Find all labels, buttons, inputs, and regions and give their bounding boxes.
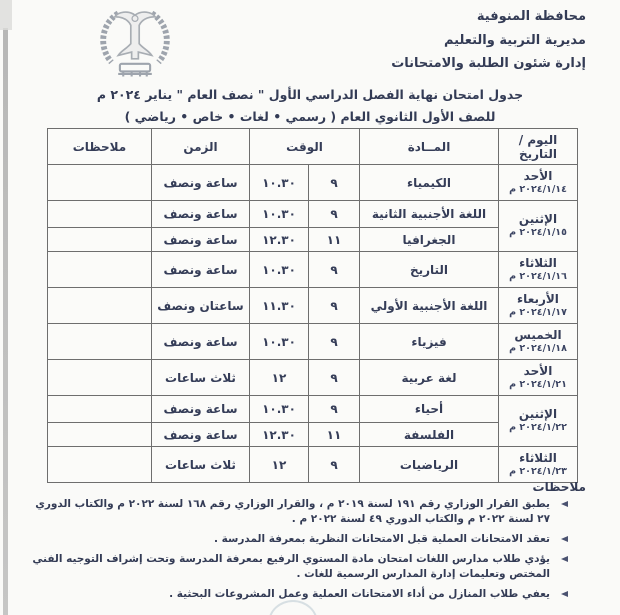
duration-cell: ثلاث ساعات (151, 360, 249, 396)
day-date-cell (499, 165, 578, 201)
start-time-cell: ٩ (309, 165, 360, 201)
subject-cell: الفلسفة (360, 423, 499, 447)
day-name: الخميس (514, 327, 562, 342)
duration-cell: ساعة ونصف (151, 252, 249, 288)
duration-cell: ساعة ونصف (151, 324, 249, 360)
notes-section (26, 480, 586, 606)
org-header (391, 5, 586, 76)
row-notes-cell (47, 423, 151, 447)
note-item (26, 497, 568, 527)
note-item (26, 552, 568, 582)
notes-heading: ملاحظات (532, 480, 586, 494)
subject-cell: الرياضيات (360, 447, 499, 483)
arrow-bullet-icon (558, 556, 568, 562)
subject-cell: اللغة الأجنبية الثانية (360, 201, 499, 228)
subject-cell: الجغرافيا (360, 228, 499, 252)
column-header-notes: ملاحظات (47, 129, 151, 165)
day-name: الإثنين (518, 407, 558, 422)
org-line-directorate: مديرية التربية والتعليم (443, 32, 586, 48)
start-time-cell: ٩ (309, 360, 360, 396)
end-time-cell: ١٢ (249, 360, 308, 396)
row-notes-cell (47, 447, 151, 483)
schedule-table-wrap (47, 128, 578, 483)
column-header-duration: الزمن (151, 129, 249, 165)
org-line-administration: إدارة شئون الطلبة والامتحانات (391, 56, 586, 72)
day-date-cell (499, 324, 578, 360)
duration-cell: ساعة ونصف (151, 423, 249, 447)
exam-row (47, 228, 577, 252)
day-date: ٢٠٢٤/١/١٤ م (509, 183, 567, 195)
end-time-cell: ١٠.٣٠ (249, 396, 308, 423)
end-time-cell: ١٢.٣٠ (249, 228, 308, 252)
duration-cell: ساعة ونصف (151, 165, 249, 201)
schedule-subtitle: للصف الأول الثانوي العام ( رسمي • لغات • خاص • رياضي ) (124, 109, 496, 124)
day-date-cell (499, 252, 578, 288)
schedule-table-body (47, 165, 577, 483)
exam-row (47, 252, 577, 288)
column-header-day: اليوم / التاريخ (499, 129, 578, 165)
document-titles (0, 87, 620, 124)
column-header-time: الوقت (249, 129, 359, 165)
exam-schedule-table (47, 128, 578, 483)
day-date: ٢٠٢٤/١/١٧ م (509, 306, 567, 318)
duration-cell: ساعة ونصف (151, 201, 249, 228)
row-notes-cell (47, 228, 151, 252)
end-time-cell: ١٠.٣٠ (249, 324, 308, 360)
start-time-cell: ٩ (309, 201, 360, 228)
day-name: الأحد (523, 168, 553, 183)
duration-cell: ثلاث ساعات (151, 447, 249, 483)
duration-cell: ساعة ونصف (151, 228, 249, 252)
end-time-cell: ١١.٣٠ (249, 288, 308, 324)
exam-row (47, 360, 577, 396)
exam-row (47, 423, 577, 447)
start-time-cell: ١١ (309, 228, 360, 252)
subject-cell: الكيمياء (360, 165, 499, 201)
start-time-cell: ٩ (309, 396, 360, 423)
row-notes-cell (47, 396, 151, 423)
exam-row (47, 447, 577, 483)
arrow-bullet-icon (558, 501, 568, 507)
day-date: ٢٠٢٤/١/١٨ م (509, 342, 567, 354)
note-item (26, 587, 568, 602)
row-notes-cell (47, 165, 151, 201)
duration-cell: ساعتان ونصف (151, 288, 249, 324)
day-name: الثلاثاء (519, 255, 557, 270)
subject-cell: لغة عربية (360, 360, 499, 396)
start-time-cell: ٩ (309, 288, 360, 324)
day-date: ٢٠٢٤/١/٢٢ م (509, 422, 567, 434)
day-date-cell (499, 360, 578, 396)
org-line-governorate: محافظة المنوفية (476, 9, 586, 24)
row-notes-cell (47, 288, 151, 324)
start-time-cell: ٩ (309, 252, 360, 288)
note-text: يعفي طلاب المنازل من أداء الامتحانات العملية وعمل المشروعات البحثية . (169, 587, 550, 600)
notes-list (26, 497, 586, 601)
page-edge-shadow-top (0, 0, 12, 30)
end-time-cell: ١٢.٣٠ (249, 423, 308, 447)
start-time-cell: ٩ (309, 324, 360, 360)
day-date-cell (499, 396, 578, 447)
day-date: ٢٠٢٤/١/١٥ م (509, 227, 567, 239)
row-notes-cell (47, 324, 151, 360)
end-time-cell: ١٢ (249, 447, 308, 483)
schedule-title: جدول امتحان نهاية الفصل الدراسي الأول " نصف العام " يناير ٢٠٢٤ م (96, 87, 524, 102)
column-header-subject: المــادة (360, 129, 499, 165)
subject-cell: التاريخ (360, 252, 499, 288)
day-name: الأربعاء (517, 291, 559, 306)
day-date: ٢٠٢٤/١/٢١ م (509, 378, 567, 390)
table-header-row (47, 129, 577, 165)
row-notes-cell (47, 360, 151, 396)
subject-cell: أحياء (360, 396, 499, 423)
note-item (26, 532, 568, 547)
egypt-eagle-emblem-icon (93, 3, 177, 81)
day-date: ٢٠٢٤/١/١٦ م (509, 270, 567, 282)
note-text: يؤدي طلاب مدارس اللغات امتحان مادة المستوي الرفيع بمعرفة المدرسة وتحت إشراف التوجيه الفني المختص وتعليمات إدارة المدارس الرسمية للغات . (32, 552, 550, 580)
exam-row (47, 201, 577, 228)
exam-row (47, 165, 577, 201)
day-name: الإثنين (518, 212, 558, 227)
day-date-cell (499, 447, 578, 483)
day-date-cell (499, 201, 578, 252)
start-time-cell: ٩ (309, 447, 360, 483)
exam-row (47, 396, 577, 423)
day-name: الأحد (523, 363, 553, 378)
day-date-cell (499, 288, 578, 324)
row-notes-cell (47, 252, 151, 288)
end-time-cell: ١٠.٣٠ (249, 201, 308, 228)
day-name: الثلاثاء (519, 450, 557, 465)
exam-row (47, 324, 577, 360)
end-time-cell: ١٠.٣٠ (249, 252, 308, 288)
subject-cell: اللغة الأجنبية الأولي (360, 288, 499, 324)
arrow-bullet-icon (558, 591, 568, 597)
note-text: تعقد الامتحانات العملية قبل الامتحانات النظرية بمعرفة المدرسة . (214, 532, 550, 545)
end-time-cell: ١٠.٣٠ (249, 165, 308, 201)
day-date: ٢٠٢٤/١/٢٣ م (509, 465, 567, 477)
duration-cell: ساعة ونصف (151, 396, 249, 423)
note-text: يطبق القرار الوزاري رقم ١٩١ لسنة ٢٠١٩ م ، والقرار الوزاري رقم ١٦٨ لسنة ٢٠٢٢ م والكتاب الدوري ٢٧ لسنة ٢٠٢٢ م والكتاب الدوري ٤٩ لسنة ٢٠٢٢ م . (35, 498, 550, 525)
row-notes-cell (47, 201, 151, 228)
start-time-cell: ١١ (309, 423, 360, 447)
arrow-bullet-icon (558, 536, 568, 542)
exam-row (47, 288, 577, 324)
subject-cell: فيزياء (360, 324, 499, 360)
